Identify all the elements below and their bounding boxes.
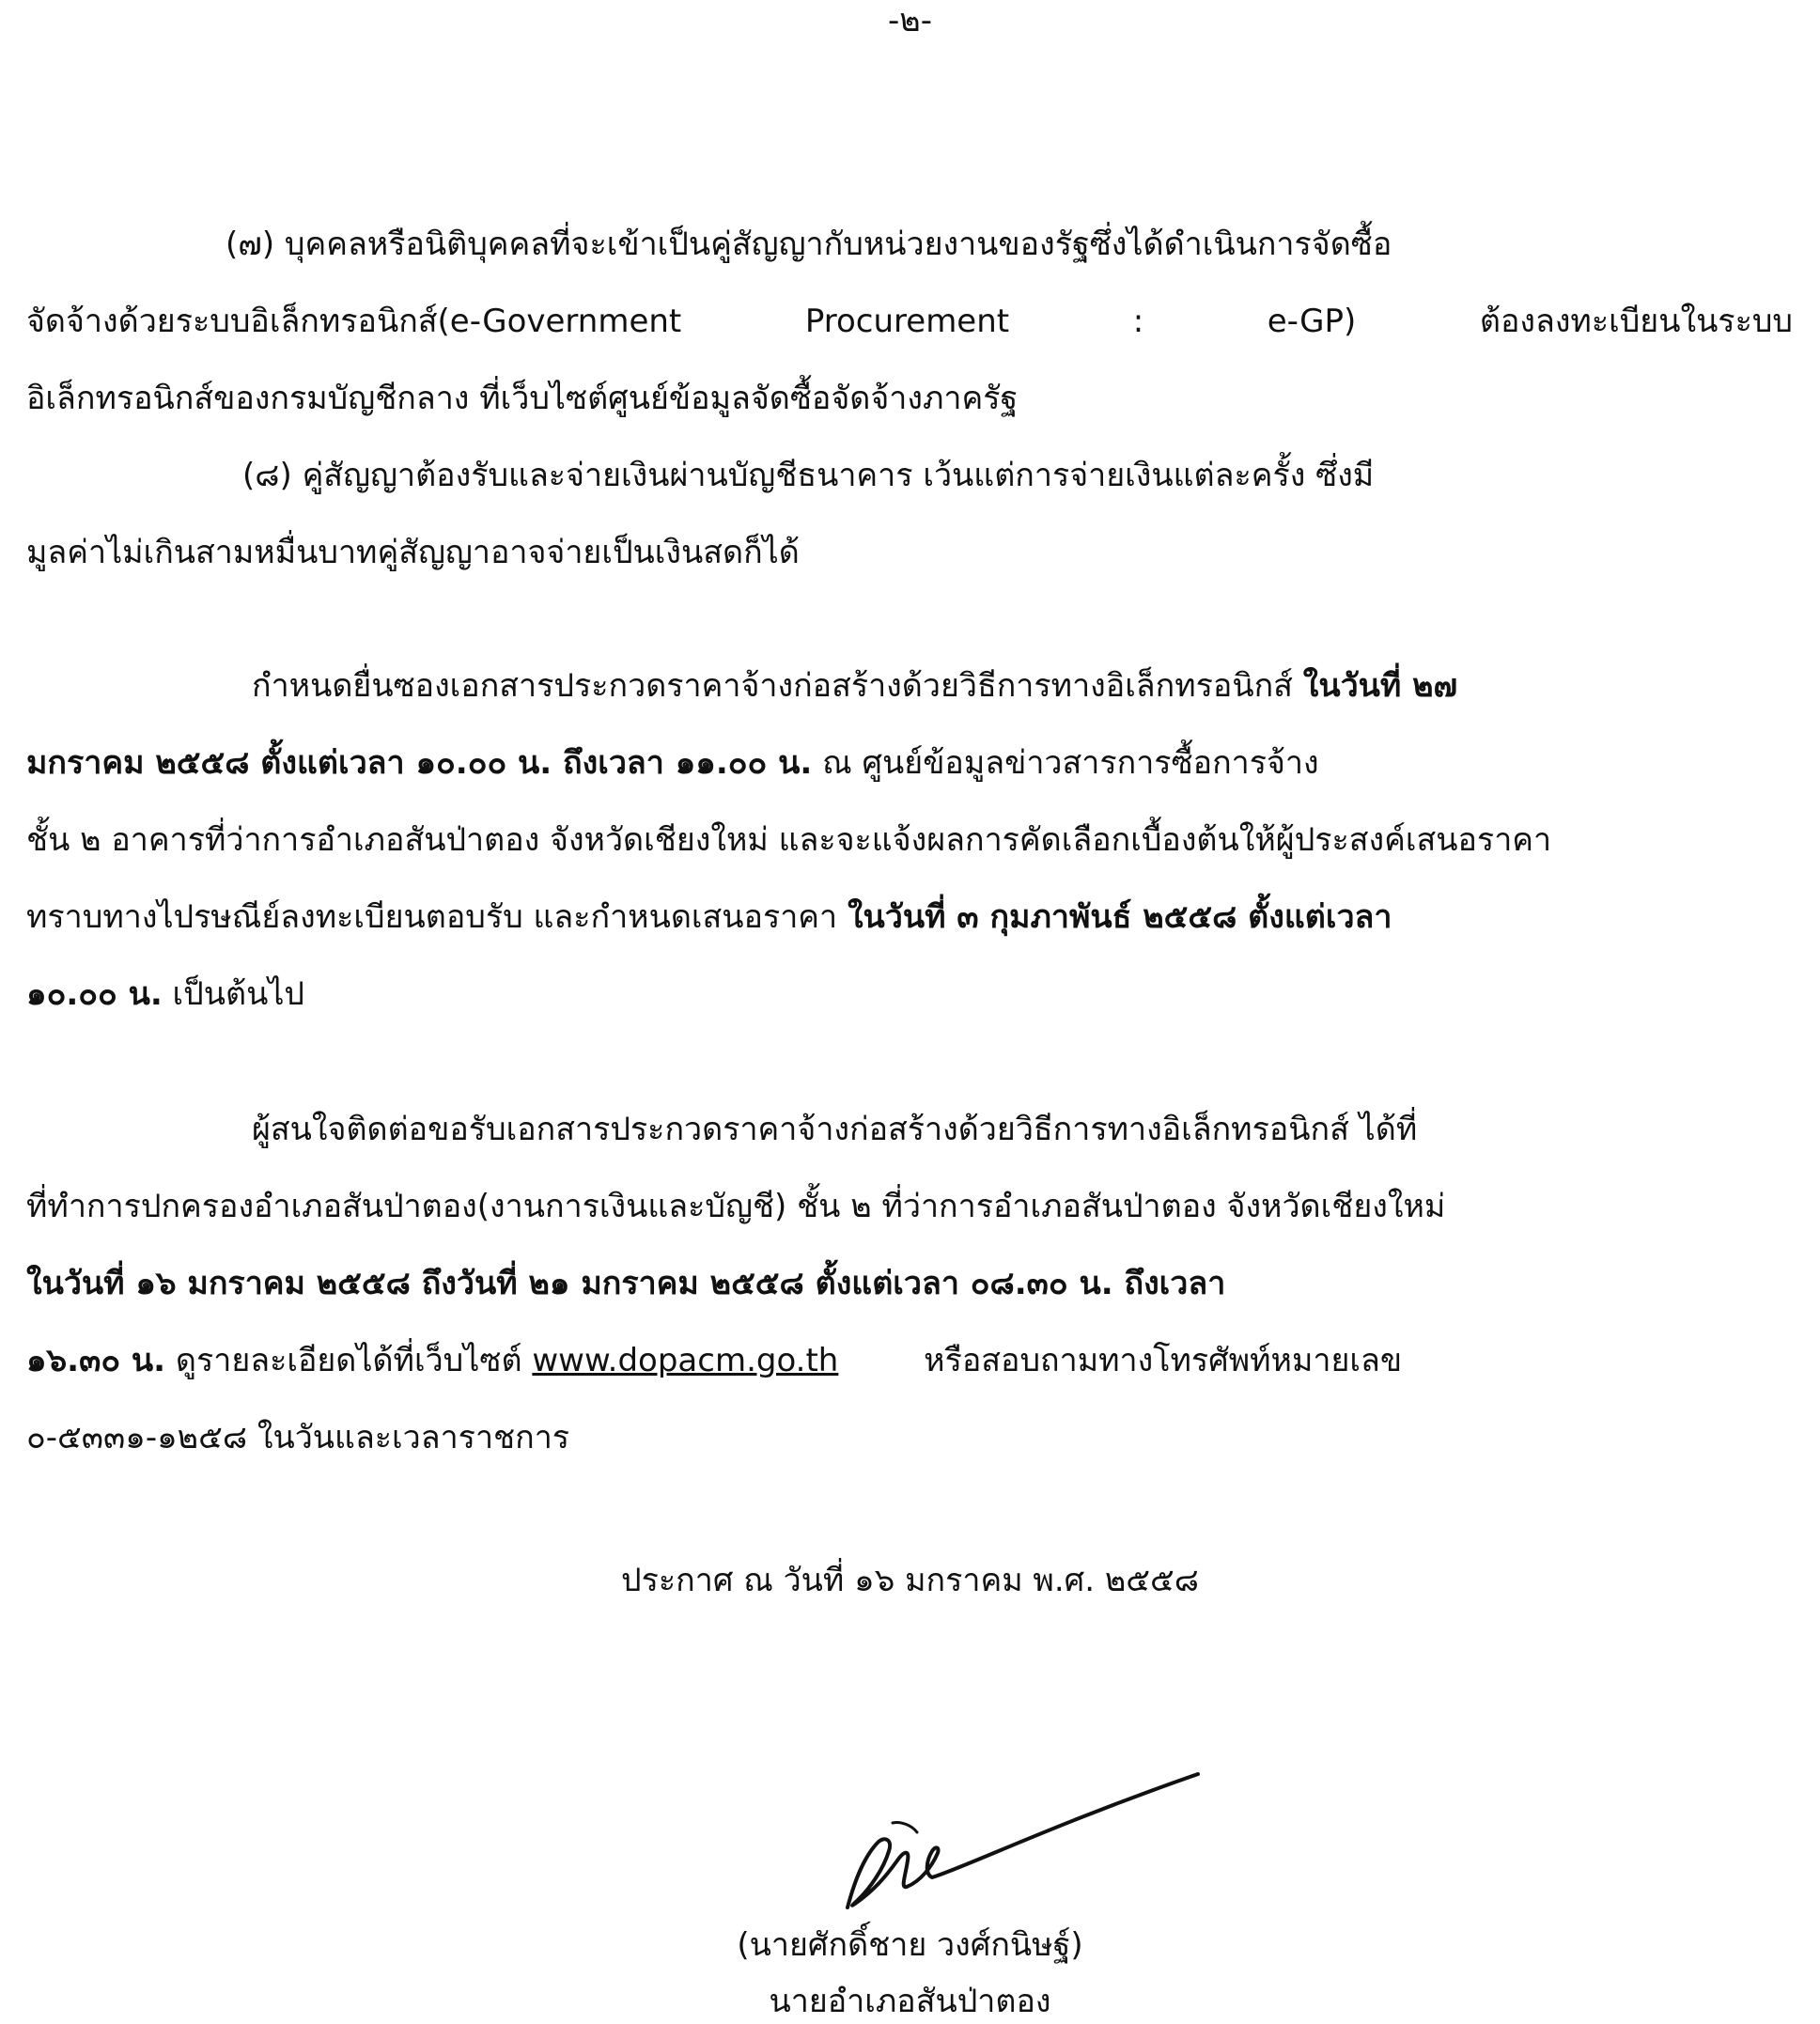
submission-line-2	[26, 742, 1793, 784]
clause-7-line-3: อิเล็กทรอนิกส์ของกรมบัญชีกลาง ที่เว็บไซต์ศูนย์ข้อมูลจัดซื้อจัดจ้างภาครัฐ	[26, 380, 1019, 417]
clause-8-line-2: มูลค่าไม่เกินสามหมื่นบาทคู่สัญญาอาจจ่ายเป็นเงินสดก็ได้	[26, 534, 800, 571]
contact-line-5: ๐-๕๓๓๑-๑๒๕๘ ในวันและเวลาราชการ	[26, 1419, 570, 1456]
signer-name: (นายศักดิ์ชาย วงศ์กนิษฐ์)	[737, 1926, 1083, 1964]
contact-text-4: ดูรายละเอียดได้ที่เว็บไซต์	[165, 1342, 533, 1379]
submission-date-1: ในวันที่ ๒๗	[1302, 667, 1458, 705]
clause-7-line-2: จัดจ้างด้วยระบบอิเล็กทรอนิกส์(e-Government Procurement : e-GP) ต้องลงทะเบียนในระบบ	[26, 303, 1793, 340]
submission-text-1: กำหนดยื่นซองเอกสารประกวดราคาจ้างก่อสร้างด้วยวิธีการทางอิเล็กทรอนิกส์	[252, 667, 1293, 705]
submission-line-1	[252, 665, 1793, 707]
clause-7-line-1: (๗) บุคคลหรือนิติบุคคลที่จะเข้าเป็นคู่สัญญากับหน่วยงานของรัฐซึ่งได้ดำเนินการจัดซื้อ	[226, 226, 1392, 263]
bid-time: ๑๐.๐๐ น.	[26, 975, 163, 1013]
signer-title: นายอำเภอสันป่าตอง	[769, 1983, 1051, 2020]
page-number: -๒-	[888, 2, 932, 39]
handwritten-signature	[827, 1767, 1221, 1926]
website-link[interactable]: www.dopacm.go.th	[532, 1342, 839, 1379]
contact-text-4b: หรือสอบถามทางโทรศัพท์หมายเลข	[924, 1342, 1403, 1379]
submission-text-5: เป็นต้นไป	[162, 975, 305, 1013]
submission-location: ณ ศูนย์ข้อมูลข่าวสารการซื้อการจ้าง	[822, 744, 1319, 782]
contact-line-1: ผู้สนใจติดต่อขอรับเอกสารประกวดราคาจ้างก่อสร้างด้วยวิธีการทางอิเล็กทรอนิกส์ ได้ที่	[252, 1111, 1418, 1148]
submission-line-3: ชั้น ๒ อาคารที่ว่าการอำเภอสันป่าตอง จังหวัดเชียงใหม่ และจะแจ้งผลการคัดเลือกเบื้องต้นให้ผู้ประสงค์เสนอราคา	[26, 821, 1552, 859]
contact-line-2: ที่ทำการปกครองอำเภอสันป่าตอง(งานการเงินและบัญชี) ชั้น ๒ ที่ว่าการอำเภอสันป่าตอง จังหวัดเชียงใหม่	[26, 1188, 1446, 1225]
announcement-date: ประกาศ ณ วันที่ ๑๖ มกราคม พ.ศ. ๒๕๕๘	[621, 1562, 1199, 1599]
contact-end-time: ๑๖.๓๐ น.	[26, 1342, 166, 1379]
contact-line-3: ในวันที่ ๑๖ มกราคม ๒๕๕๘ ถึงวันที่ ๒๑ มกราคม ๒๕๕๘ ตั้งแต่เวลา ๐๘.๓๐ น. ถึงเวลา	[26, 1265, 1226, 1302]
submission-line-4	[26, 896, 1793, 938]
submission-text-4: ทราบทางไปรษณีย์ลงทะเบียนตอบรับ และกำหนดเสนอราคา	[26, 898, 838, 936]
contact-line-4	[26, 1340, 1793, 1381]
submission-time-range: มกราคม ๒๕๕๘ ตั้งแต่เวลา ๑๐.๐๐ น. ถึงเวลา ๑๑.๐๐ น.	[26, 744, 813, 782]
submission-line-5	[26, 973, 1793, 1015]
clause-8-line-1: (๘) คู่สัญญาต้องรับและจ่ายเงินผ่านบัญชีธนาคาร เว้นแต่การจ่ายเงินแต่ละครั้ง ซึ่งมี	[242, 457, 1375, 494]
bid-date: ในวันที่ ๓ กุมภาพันธ์ ๒๕๕๘ ตั้งแต่เวลา	[847, 898, 1392, 936]
